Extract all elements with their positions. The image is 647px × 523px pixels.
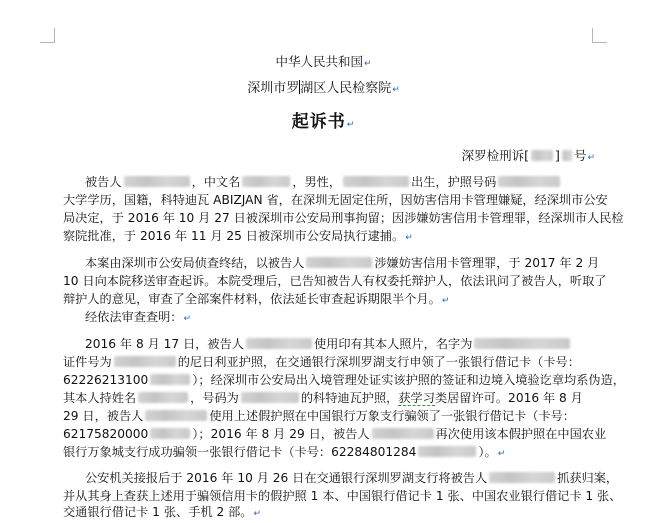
facts-paragraph-line: 62175820000 ）；2016 年 8 月 29 日，被告人 再次使用该本假护照在中国农业	[63, 427, 607, 441]
redaction-block	[150, 374, 190, 385]
facts-paragraph-line: 29 日，被告人 使用上述假护照在中国银行万象支行骗领了一张银行借记卡（卡号：	[63, 409, 575, 423]
paragraph-mark-icon: ↵	[497, 449, 506, 459]
country-heading: 中华人民共和国↵	[275, 54, 372, 69]
paragraph-mark-icon: ↵	[346, 120, 356, 130]
facts-paragraph-line: 其本人持姓名 ，号码为 的科特迪瓦护照，获学习类居留许可。2016 年 8 月	[63, 391, 583, 405]
document-title: 起诉书↵	[291, 112, 356, 132]
paragraph-mark-icon: ↵	[363, 59, 372, 69]
crop-mark-top-left	[40, 28, 55, 43]
procedure-paragraph-line: 辩护人的意见，审查了全部案件材料，依法延长审查起诉期限半个月。↵	[63, 292, 450, 306]
redaction-block	[489, 472, 555, 483]
defendant-paragraph-line: 大学学历，国籍，科特迪瓦 ABIZJAN 省，在深圳无固定住所，因妨害信用卡管理嫌疑，经深圳市公安	[63, 193, 608, 207]
redaction-block	[114, 356, 176, 367]
redaction-block	[145, 410, 207, 421]
procedure-paragraph-line: 本案由深圳市公安局侦查终结，以被告人 涉嫌妨害信用卡管理罪，于 2017 年 2 月	[85, 256, 600, 270]
findings-heading: 经依法审查查明：↵	[85, 310, 192, 324]
redaction-block	[531, 150, 553, 161]
redaction-block	[138, 392, 188, 403]
defendant-paragraph-line: 察院批准，于 2016 年 11 月 25 日被深圳市公安局执行逮捕。↵	[63, 229, 413, 243]
paragraph-mark-icon: ↵	[441, 296, 450, 306]
paragraph-mark-icon: ↵	[253, 509, 261, 519]
paragraph-mark-icon: ↵	[405, 233, 413, 243]
redaction-block	[242, 176, 290, 187]
paragraph-mark-icon: ↵	[587, 153, 595, 163]
facts-paragraph-line: 证件号为 的尼日利亚护照，在交通银行深圳罗湖支行申领了一张银行借记卡（卡号：	[63, 355, 580, 369]
redaction-block	[562, 150, 572, 161]
procuratorate-heading: 深圳市罗湖区人民检察院↵	[247, 81, 400, 96]
redaction-block	[418, 446, 476, 457]
paragraph-mark-icon: ↵	[183, 314, 192, 324]
redaction-block	[306, 257, 372, 268]
redaction-block	[498, 176, 560, 187]
redaction-block	[372, 428, 434, 439]
arrest-paragraph-line: 交通银行借记卡 1 张、手机 2 部。↵	[63, 505, 261, 519]
redaction-block	[241, 392, 299, 403]
facts-paragraph-line: 62226213100 ）；经深圳市公安局出入境管理处证实该护照的签证和边境入境验讫章均系伪造，	[63, 373, 625, 387]
redaction-block	[150, 428, 190, 439]
redaction-block	[474, 338, 570, 349]
crop-mark-top-right	[592, 28, 607, 43]
redaction-block	[246, 338, 312, 349]
defendant-paragraph-line: 局决定，于 2016 年 10 月 27 日被深圳市公安局刑事拘留；因涉嫌妨害信用卡管理罪，经深圳市人民检	[63, 211, 624, 225]
facts-paragraph-line: 2016 年 8 月 17 日，被告人 使用印有其本人照片，名字为	[85, 336, 572, 353]
paragraph-mark-icon: ↵	[392, 85, 400, 95]
redaction-block	[124, 176, 190, 187]
arrest-paragraph-line: 并从其身上查获上述用于骗领信用卡的假护照 1 本、中国银行借记卡 1 张、中国农业银行借记卡 1 张、	[63, 489, 622, 503]
procedure-paragraph-line: 10 日向本院移送审查起诉。本院受理后，已告知被告人有权委托辩护人，依法讯问了被告人，听取了	[63, 274, 607, 288]
case-number: 深罗检刑诉[ ] 号↵	[461, 148, 595, 163]
facts-paragraph-line: 银行万象城支行成功骗领一张银行借记卡（卡号：62284801284 ）。↵	[63, 445, 506, 459]
arrest-paragraph-line: 公安机关接报后于 2016 年 10 月 26 日在交通银行深圳罗湖支行将被告人 抓获归案，	[85, 471, 619, 485]
redaction-block	[343, 176, 409, 187]
defendant-paragraph-line: 被告人 ，中文名 ，男性， 出生，护照号码	[85, 174, 562, 191]
